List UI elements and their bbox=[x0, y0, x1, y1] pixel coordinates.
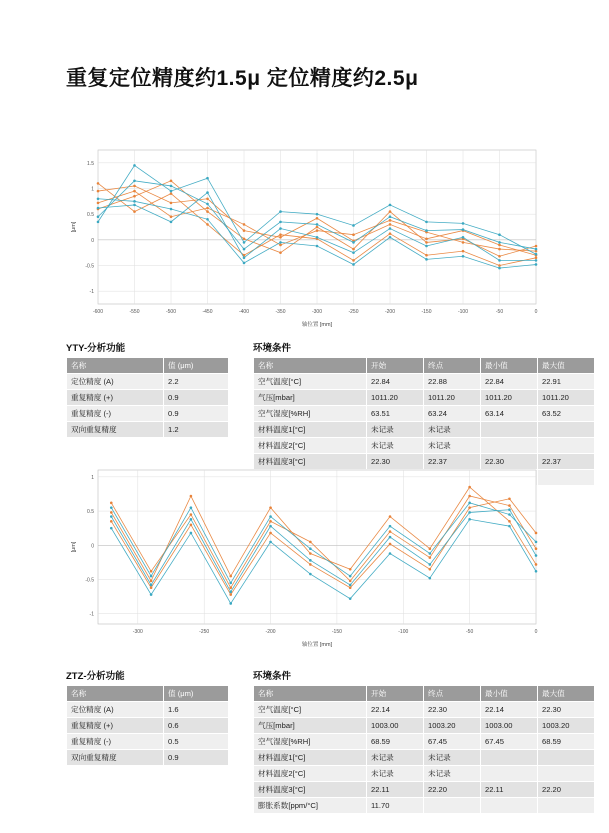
svg-text:-0.5: -0.5 bbox=[85, 577, 94, 584]
table-cell: 22.84 bbox=[367, 374, 424, 390]
table-cell: 22.20 bbox=[424, 782, 481, 798]
table-header-row bbox=[67, 358, 229, 374]
column-header: 最大值 bbox=[538, 358, 595, 374]
svg-text:-100: -100 bbox=[398, 629, 409, 635]
column-header: 名称 bbox=[67, 358, 164, 374]
svg-text:0.5: 0.5 bbox=[87, 212, 94, 219]
table-cell: 定位精度 (A) bbox=[67, 702, 164, 718]
table-row bbox=[254, 750, 595, 766]
env-table-2 bbox=[253, 685, 595, 814]
svg-text:0: 0 bbox=[534, 629, 538, 635]
table-cell: 22.88 bbox=[424, 374, 481, 390]
svg-text:-500: -500 bbox=[165, 309, 177, 315]
svg-text:[μm]: [μm] bbox=[71, 541, 77, 553]
table-row bbox=[254, 406, 595, 422]
table-row bbox=[67, 734, 229, 750]
table-cell: 68.59 bbox=[538, 734, 595, 750]
table-cell: 1011.20 bbox=[481, 390, 538, 406]
table-row bbox=[254, 766, 595, 782]
table-cell bbox=[481, 422, 538, 438]
table-cell: 材料温度1[°C] bbox=[254, 750, 367, 766]
chart-top-svg bbox=[66, 140, 546, 330]
column-header: 开始 bbox=[367, 358, 424, 374]
table-cell: 0.9 bbox=[164, 406, 229, 422]
table-cell: 22.30 bbox=[481, 454, 538, 470]
table-cell: 0.5 bbox=[164, 734, 229, 750]
svg-text:-100: -100 bbox=[457, 309, 469, 315]
svg-text:轴位置 [mm]: 轴位置 [mm] bbox=[301, 642, 333, 648]
table-cell: 未记录 bbox=[367, 438, 424, 454]
table-cell: 22.37 bbox=[424, 454, 481, 470]
table-cell: 63.52 bbox=[538, 406, 595, 422]
table-cell: 材料温度3[°C] bbox=[254, 454, 367, 470]
table-row bbox=[254, 374, 595, 390]
table-cell bbox=[481, 438, 538, 454]
column-header: 最大值 bbox=[538, 686, 595, 702]
svg-text:-0.5: -0.5 bbox=[85, 263, 94, 270]
svg-text:-150: -150 bbox=[331, 629, 342, 635]
table-cell: 68.59 bbox=[367, 734, 424, 750]
table-cell: 空气湿度[%RH] bbox=[254, 406, 367, 422]
chart-bottom-svg bbox=[66, 460, 546, 650]
table-row bbox=[67, 390, 229, 406]
table-cell: 1.6 bbox=[164, 702, 229, 718]
table-cell: 22.37 bbox=[538, 454, 595, 470]
svg-text:-50: -50 bbox=[495, 309, 504, 315]
table-cell: 空气温度[°C] bbox=[254, 702, 367, 718]
table-cell bbox=[538, 470, 595, 486]
table-cell: 1011.20 bbox=[424, 390, 481, 406]
table-cell: 空气湿度[%RH] bbox=[254, 734, 367, 750]
table-cell: 材料温度3[°C] bbox=[254, 782, 367, 798]
table-cell bbox=[481, 798, 538, 814]
table-cell: 1003.20 bbox=[424, 718, 481, 734]
table-cell: 重复精度 (+) bbox=[67, 718, 164, 734]
table-row bbox=[254, 422, 595, 438]
table-row bbox=[254, 798, 595, 814]
table-cell: 63.24 bbox=[424, 406, 481, 422]
svg-text:0: 0 bbox=[534, 309, 538, 315]
column-header: 值 (μm) bbox=[164, 358, 229, 374]
table-header-row bbox=[67, 686, 229, 702]
table-row bbox=[67, 406, 229, 422]
table-cell: 22.30 bbox=[424, 702, 481, 718]
table-cell bbox=[481, 750, 538, 766]
table-cell: 22.11 bbox=[367, 782, 424, 798]
table-cell: 22.30 bbox=[538, 702, 595, 718]
svg-text:1: 1 bbox=[91, 474, 94, 481]
column-header: 最小值 bbox=[481, 358, 538, 374]
svg-text:-550: -550 bbox=[129, 309, 140, 315]
env-title-1: 环境条件 bbox=[253, 343, 292, 354]
column-header: 名称 bbox=[67, 686, 164, 702]
table-cell: 22.20 bbox=[538, 782, 595, 798]
table-cell: 2.2 bbox=[164, 374, 229, 390]
table-row bbox=[254, 782, 595, 798]
svg-text:1: 1 bbox=[91, 186, 94, 193]
svg-text:1.5: 1.5 bbox=[87, 160, 94, 167]
svg-text:0.5: 0.5 bbox=[87, 509, 94, 516]
table-cell: 膨胀系数[ppm/°C] bbox=[254, 798, 367, 814]
table-cell: 1011.20 bbox=[538, 390, 595, 406]
table-row bbox=[67, 702, 229, 718]
svg-text:-150: -150 bbox=[421, 309, 432, 315]
svg-text:-300: -300 bbox=[132, 629, 143, 635]
table-cell: 未记录 bbox=[424, 766, 481, 782]
table-cell: 双向重复精度 bbox=[67, 422, 164, 438]
chart-bottom bbox=[66, 460, 546, 650]
svg-text:-600: -600 bbox=[92, 309, 104, 315]
table-cell: 定位精度 (A) bbox=[67, 374, 164, 390]
column-header: 开始 bbox=[367, 686, 424, 702]
analysis-block-1 bbox=[66, 340, 229, 438]
svg-text:-200: -200 bbox=[265, 629, 276, 635]
table-cell bbox=[538, 766, 595, 782]
table-header-row bbox=[254, 358, 595, 374]
svg-text:-250: -250 bbox=[348, 309, 359, 315]
table-cell: 未记录 bbox=[367, 750, 424, 766]
table-cell: 63.51 bbox=[367, 406, 424, 422]
table-cell: 材料温度1[°C] bbox=[254, 422, 367, 438]
table-row bbox=[254, 734, 595, 750]
svg-text:-250: -250 bbox=[199, 629, 210, 635]
analysis-block-2 bbox=[66, 668, 229, 766]
table-cell: 气压[mbar] bbox=[254, 390, 367, 406]
table-row bbox=[254, 438, 595, 454]
table-cell: 22.84 bbox=[481, 374, 538, 390]
table-row bbox=[67, 750, 229, 766]
table-cell: 67.45 bbox=[481, 734, 538, 750]
table-cell: 0.9 bbox=[164, 750, 229, 766]
table-cell: 未记录 bbox=[424, 422, 481, 438]
table-cell bbox=[424, 798, 481, 814]
table-cell: 重复精度 (+) bbox=[67, 390, 164, 406]
table-cell: 22.30 bbox=[367, 454, 424, 470]
table-cell: 1003.00 bbox=[481, 718, 538, 734]
column-header: 名称 bbox=[254, 686, 367, 702]
table-row bbox=[67, 374, 229, 390]
svg-text:-300: -300 bbox=[311, 309, 323, 315]
analysis-table-1 bbox=[66, 357, 229, 438]
analysis-title-2: ZTZ-分析功能 bbox=[66, 671, 125, 682]
chart-top bbox=[66, 140, 546, 330]
table-cell: 重复精度 (-) bbox=[67, 734, 164, 750]
table-row bbox=[254, 390, 595, 406]
table-cell: 11.70 bbox=[367, 798, 424, 814]
svg-text:-50: -50 bbox=[466, 629, 474, 635]
analysis-table-2 bbox=[66, 685, 229, 766]
table-cell: 22.11 bbox=[481, 782, 538, 798]
table-cell: 未记录 bbox=[424, 438, 481, 454]
table-row bbox=[67, 422, 229, 438]
table-cell: 0.9 bbox=[164, 390, 229, 406]
table-cell bbox=[538, 422, 595, 438]
svg-text:[μm]: [μm] bbox=[71, 221, 77, 233]
svg-text:-400: -400 bbox=[238, 309, 250, 315]
table-cell: 1003.20 bbox=[538, 718, 595, 734]
table-cell: 22.14 bbox=[481, 702, 538, 718]
table-cell: 材料温度2[°C] bbox=[254, 766, 367, 782]
table-cell: 0.6 bbox=[164, 718, 229, 734]
column-header: 终点 bbox=[424, 358, 481, 374]
table-cell: 1.2 bbox=[164, 422, 229, 438]
table-cell: 未记录 bbox=[367, 766, 424, 782]
column-header: 终点 bbox=[424, 686, 481, 702]
table-cell: 空气温度[°C] bbox=[254, 374, 367, 390]
table-cell: 22.14 bbox=[367, 702, 424, 718]
table-row bbox=[67, 718, 229, 734]
table-cell: 重复精度 (-) bbox=[67, 406, 164, 422]
svg-text:-200: -200 bbox=[384, 309, 396, 315]
table-cell: 材料温度2[°C] bbox=[254, 438, 367, 454]
svg-text:0: 0 bbox=[91, 543, 94, 550]
table-cell: 22.91 bbox=[538, 374, 595, 390]
column-header: 最小值 bbox=[481, 686, 538, 702]
table-row bbox=[254, 718, 595, 734]
table-row bbox=[254, 702, 595, 718]
table-cell bbox=[538, 798, 595, 814]
svg-text:0: 0 bbox=[91, 237, 94, 244]
table-cell bbox=[538, 750, 595, 766]
svg-text:-350: -350 bbox=[275, 309, 286, 315]
table-cell: 67.45 bbox=[424, 734, 481, 750]
column-header: 值 (μm) bbox=[164, 686, 229, 702]
table-cell: 双向重复精度 bbox=[67, 750, 164, 766]
table-cell: 气压[mbar] bbox=[254, 718, 367, 734]
env-block-2 bbox=[253, 668, 595, 814]
table-cell bbox=[538, 438, 595, 454]
table-cell: 1003.00 bbox=[367, 718, 424, 734]
table-header-row bbox=[254, 686, 595, 702]
svg-text:-1: -1 bbox=[89, 611, 94, 618]
column-header: 名称 bbox=[254, 358, 367, 374]
page-title: 重复定位精度约1.5μ 定位精度约2.5μ bbox=[66, 67, 419, 90]
table-cell bbox=[481, 766, 538, 782]
table-cell: 未记录 bbox=[424, 750, 481, 766]
svg-text:-450: -450 bbox=[202, 309, 213, 315]
env-title-2: 环境条件 bbox=[253, 671, 292, 682]
svg-text:-1: -1 bbox=[89, 289, 94, 296]
table-cell: 63.14 bbox=[481, 406, 538, 422]
analysis-title-1: YTY-分析功能 bbox=[66, 343, 126, 354]
table-cell: 1011.20 bbox=[367, 390, 424, 406]
table-cell: 未记录 bbox=[367, 422, 424, 438]
svg-text:轴位置 [mm]: 轴位置 [mm] bbox=[301, 322, 333, 328]
